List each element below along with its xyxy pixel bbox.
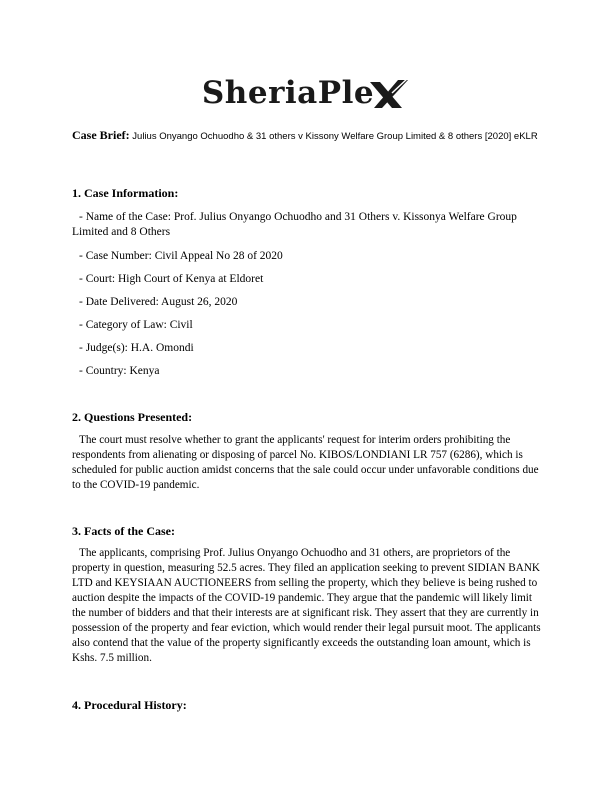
questions-presented-text: The court must resolve whether to grant the applicants' request for interim orders prohibiting the respondents from alienating or disposing of parcel No. KIBOS/LONDIANI LR 757 (6286), which is scheduled for public auction amidst concerns that the sale could occur under unfavorable conditions due to the COVID-19 pandemic. bbox=[72, 434, 539, 491]
category-item: - Category of Law: Civil bbox=[79, 319, 193, 331]
case-brief-label: Case Brief: bbox=[72, 128, 130, 142]
facts-text: The applicants, comprising Prof. Julius Onyango Ochuodho and 31 others, are proprietors of the property in question, measuring 52.5 acres. They filed an application seeking to prevent SIDIAN BANK LTD and KEYSIAAN AUCTIONEERS from selling the property, which they believe is being rushed to auction despite the impacts of the COVID-19 pandemic. They argue that the pandemic will likely limit the number of bidders and that their interests are at significant risk. They assert that they are currently in possession of the property and fear eviction, which would render their legal pursuit moot. The applicants also contend that the value of the property significantly exceeds the outstanding loan amount, which is Kshs. 7.5 million. bbox=[72, 547, 541, 664]
sheriaplex-logo bbox=[0, 74, 612, 112]
case-brief-citation: Julius Onyango Ochuodho & 31 others v Kissony Welfare Group Limited & 8 others [2020] eKLR bbox=[129, 131, 538, 142]
case-number-item: - Case Number: Civil Appeal No 28 of 2020 bbox=[79, 250, 283, 262]
country-item: - Country: Kenya bbox=[79, 365, 160, 377]
case-brief-title bbox=[72, 127, 542, 144]
judges-item: - Judge(s): H.A. Omondi bbox=[79, 342, 194, 354]
date-delivered-item: - Date Delivered: August 26, 2020 bbox=[79, 296, 238, 308]
case-information-heading: 1. Case Information: bbox=[72, 186, 179, 200]
questions-presented-heading: 2. Questions Presented: bbox=[72, 410, 193, 424]
facts-heading: 3. Facts of the Case: bbox=[72, 524, 175, 538]
logo-wordmark: SheriaPle bbox=[201, 75, 375, 111]
case-name-item: - Name of the Case: Prof. Julius Onyango Ochuodho and 31 Others v. Kissonya Welfare Group Limited and 8 Others bbox=[72, 211, 517, 238]
logo-x-mark-icon bbox=[368, 76, 410, 112]
procedural-history-heading: 4. Procedural History: bbox=[72, 698, 187, 712]
court-item: - Court: High Court of Kenya at Eldoret bbox=[79, 273, 264, 285]
